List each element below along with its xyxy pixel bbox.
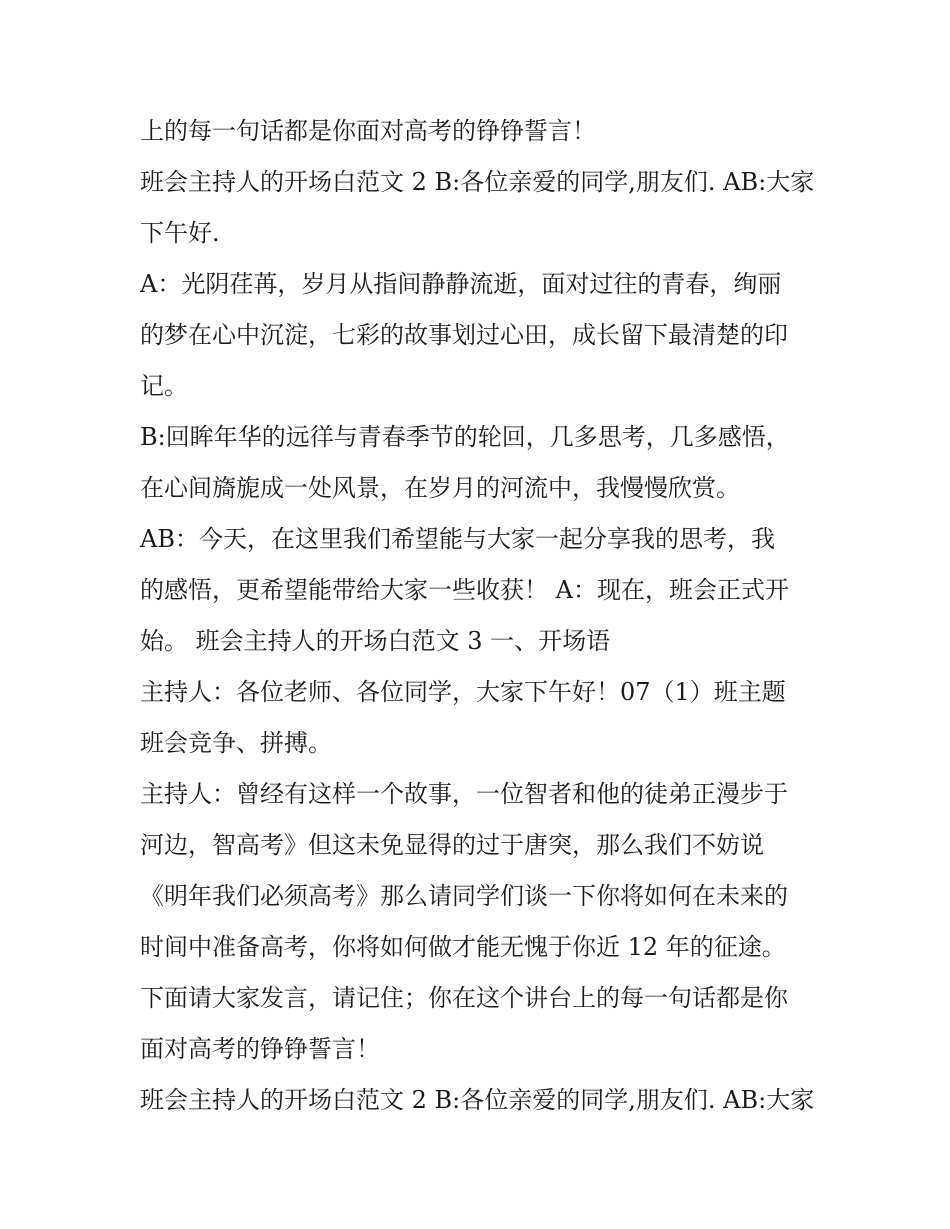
text-line: 主持人：曾经有这样一个故事，一位智者和他的徒弟正漫步于 [140,780,788,808]
text-line: 《明年我们必须高考》那么请同学们谈一下你将如何在未来的 [140,882,788,910]
text-line: 始。 班会主持人的开场白范文 3 一、开场语 [140,627,611,655]
body-text [140,106,820,1126]
text-line: 下午好. [140,219,220,247]
text-line: 上的每一句话都是你面对高考的铮铮誓言！ [140,117,596,145]
text-line: 面对高考的铮铮誓言！ [140,1035,380,1063]
text-line: 在心间旖旎成一处风景，在岁月的河流中，我慢慢欣赏。 [140,474,740,502]
text-line: 记。 [140,372,188,400]
text-line: 河边，智高考》但这未免显得的过于唐突，那么我们不妨说 [140,831,764,859]
text-line: 的感悟，更希望能带给大家一些收获！ A：现在，班会正式开 [140,576,789,604]
text-line: 主持人：各位老师、各位同学，大家下午好！07（1）班主题 [140,678,786,706]
text-line: 班会竞争、拼搏。 [140,729,332,757]
text-line: 班会主持人的开场白范文 2 B:各位亲爱的同学,朋友们. AB:大家 [140,1086,815,1114]
text-line: A：光阴荏苒，岁月从指间静静流逝，面对过往的青春，绚丽 [140,270,782,298]
text-line: 的梦在心中沉淀，七彩的故事划过心田，成长留下最清楚的印 [140,321,788,349]
text-line: B:回眸年华的远徉与青春季节的轮回，几多思考，几多感悟， [140,423,790,451]
text-line: 下面请大家发言，请记住；你在这个讲台上的每一句话都是你 [140,984,788,1012]
text-line: 班会主持人的开场白范文 2 B:各位亲爱的同学,朋友们. AB:大家 [140,168,815,196]
text-line: 时间中准备高考，你将如何做才能无愧于你近 12 年的征途。 [140,933,786,961]
text-line: AB：今天，在这里我们希望能与大家一起分享我的思考，我 [140,525,775,553]
